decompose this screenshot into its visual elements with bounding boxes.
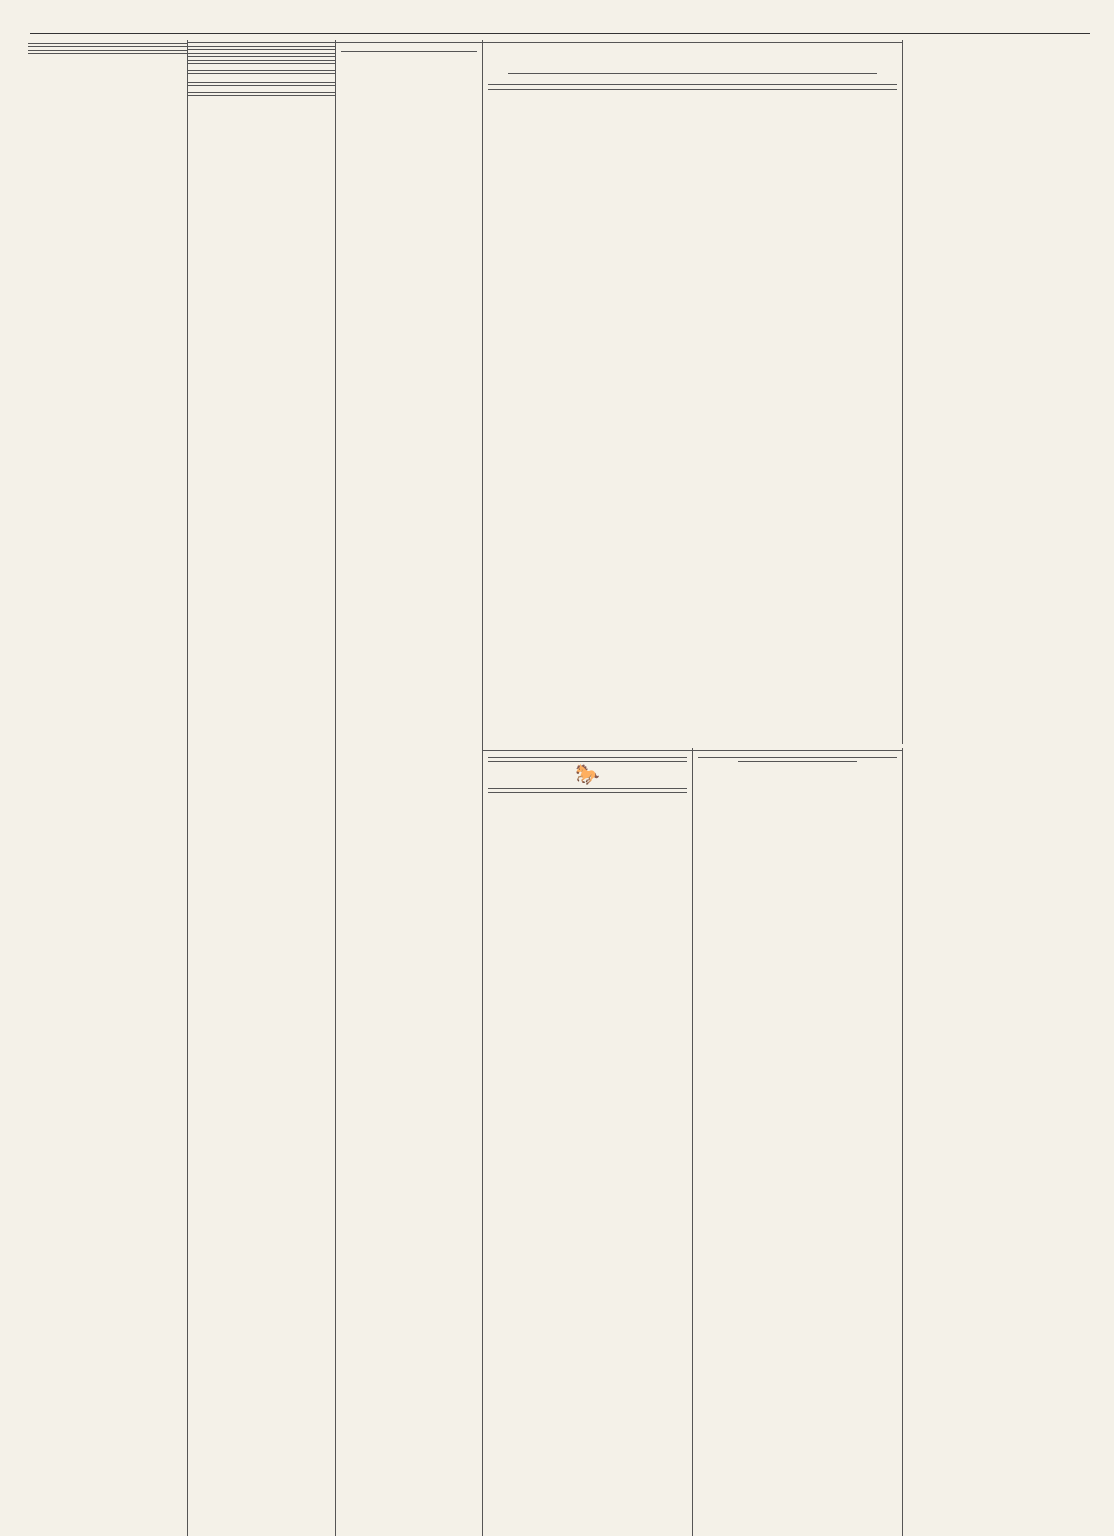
column-notices (188, 40, 336, 1536)
column-business-left (336, 40, 483, 1536)
section-heading-amusements (28, 50, 187, 54)
compulsory-sale-ad (483, 40, 903, 744)
section-heading-boots (188, 82, 335, 86)
column-business-furniture (483, 748, 693, 1536)
column-business-tinware (693, 748, 903, 1536)
masthead (30, 0, 1090, 34)
section-heading-notices (188, 70, 335, 74)
section-heading-business (693, 748, 902, 751)
section-heading-impounding (188, 53, 335, 57)
column-news (28, 40, 188, 1536)
section-heading-tenders (188, 40, 335, 43)
section-heading-county (188, 60, 335, 64)
coach-icon: 🐎 (575, 764, 600, 786)
section-heading-wanted (28, 43, 187, 47)
section-heading-volunteer (188, 46, 335, 50)
section-heading-business (483, 40, 902, 43)
section-heading-consultation (188, 92, 335, 96)
section-heading-business (336, 40, 482, 43)
section-heading-business (483, 748, 692, 751)
